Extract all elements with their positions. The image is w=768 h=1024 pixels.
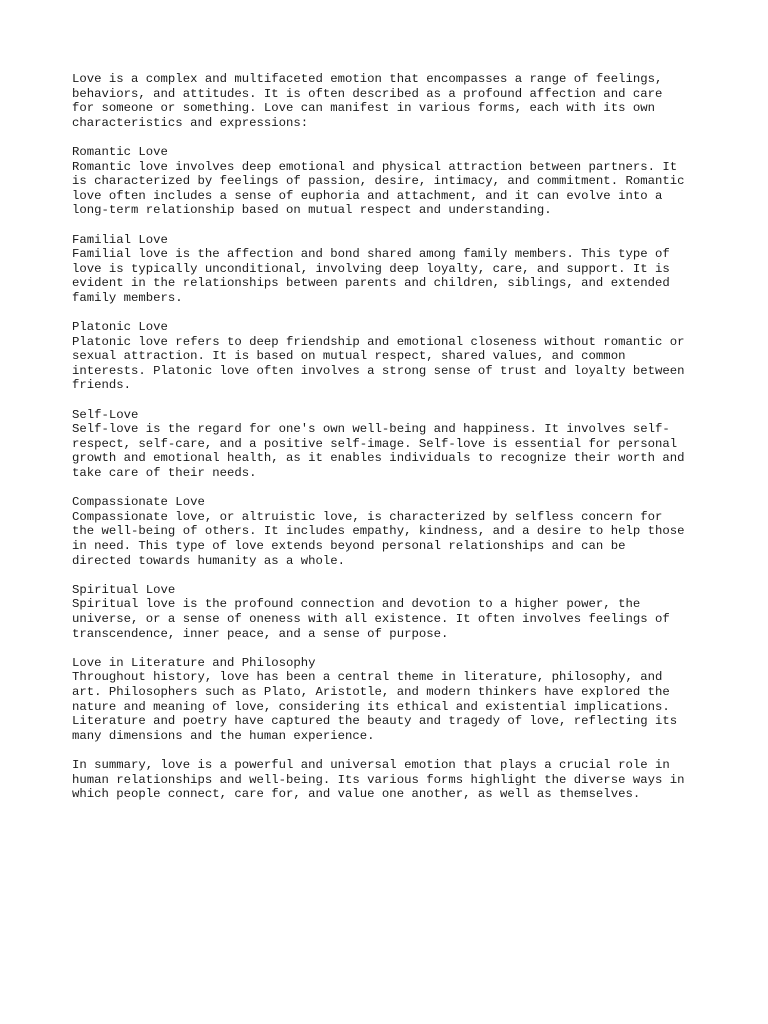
- section-heading: Compassionate Love: [72, 495, 205, 510]
- section-heading: Self-Love: [72, 407, 139, 422]
- section-line: Compassionate love, or altruistic love, is characterized by selfless concern for: [72, 509, 663, 524]
- section-line: transcendence, inner peace, and a sense of purpose.: [72, 626, 449, 641]
- section-line: Platonic love refers to deep friendship and emotional closeness without romantic or: [72, 334, 685, 349]
- section-line: Self-love is the regard for one's own well-being and happiness. It involves self-: [72, 422, 670, 437]
- section-line: Spiritual love is the profound connection and devotion to a higher power, the: [72, 597, 641, 612]
- section-heading: Love in Literature and Philosophy: [72, 655, 316, 670]
- section-line: love often includes a sense of euphoria and attachment, and it can evolve into a: [72, 188, 663, 203]
- section-platonic-love: [72, 320, 712, 393]
- section-romantic-love: [72, 145, 712, 218]
- section-line: universe, or a sense of oneness with all existence. It often involves feelings of: [72, 611, 670, 626]
- section-line: directed towards humanity as a whole.: [72, 553, 346, 568]
- summary-line: which people connect, care for, and value one another, as well as themselves.: [72, 787, 641, 802]
- section-line: respect, self-care, and a positive self-image. Self-love is essential for personal: [72, 436, 678, 451]
- section-familial-love: [72, 233, 712, 306]
- section-line: nature and meaning of love, considering its ethical and existential implications.: [72, 699, 670, 714]
- document-page: [72, 72, 712, 816]
- section-line: friends.: [72, 378, 132, 393]
- section-heading: Spiritual Love: [72, 582, 176, 597]
- summary-line: In summary, love is a powerful and universal emotion that plays a crucial role in: [72, 757, 670, 772]
- section-line: art. Philosophers such as Plato, Aristotle, and modern thinkers have explored the: [72, 684, 670, 699]
- section-line: long-term relationship based on mutual respect and understanding.: [72, 203, 552, 218]
- intro-paragraph: [72, 72, 712, 130]
- section-line: sexual attraction. It is based on mutual respect, shared values, and common: [72, 349, 626, 364]
- intro-line: for someone or something. Love can manifest in various forms, each with its own: [72, 101, 655, 116]
- section-line: interests. Platonic love often involves a strong sense of trust and loyalty between: [72, 363, 685, 378]
- section-line: family members.: [72, 290, 183, 305]
- intro-line: Love is a complex and multifaceted emotion that encompasses a range of feelings,: [72, 72, 663, 86]
- intro-line: behaviors, and attitudes. It is often described as a profound affection and care: [72, 86, 663, 101]
- section-heading: Familial Love: [72, 232, 168, 247]
- section-line: evident in the relationships between parents and children, siblings, and extended: [72, 276, 670, 291]
- section-line: many dimensions and the human experience.: [72, 728, 375, 743]
- intro-line: characteristics and expressions:: [72, 115, 309, 130]
- section-line: growth and emotional health, as it enables individuals to recognize their worth and: [72, 451, 685, 466]
- summary-line: human relationships and well-being. Its various forms highlight the diverse ways in: [72, 772, 685, 787]
- section-line: love is typically unconditional, involving deep loyalty, care, and support. It is: [72, 261, 670, 276]
- section-line: Romantic love involves deep emotional and physical attraction between partners. It: [72, 159, 678, 174]
- section-line: the well-being of others. It includes empathy, kindness, and a desire to help those: [72, 524, 685, 539]
- section-compassionate-love: [72, 495, 712, 568]
- section-heading: Platonic Love: [72, 320, 168, 335]
- section-line: Familial love is the affection and bond shared among family members. This type of: [72, 247, 670, 262]
- section-love-in-literature: [72, 656, 712, 744]
- section-line: Literature and poetry have captured the beauty and tragedy of love, reflecting its: [72, 714, 678, 729]
- section-spiritual-love: [72, 583, 712, 641]
- section-line: take care of their needs.: [72, 466, 257, 481]
- summary-paragraph: [72, 758, 712, 802]
- section-line: in need. This type of love extends beyond personal relationships and can be: [72, 539, 626, 553]
- section-line: Throughout history, love has been a central theme in literature, philosophy, and: [72, 670, 663, 685]
- section-line: is characterized by feelings of passion, desire, intimacy, and commitment. Romantic: [72, 174, 685, 189]
- section-heading: Romantic Love: [72, 144, 168, 159]
- section-self-love: [72, 408, 712, 481]
